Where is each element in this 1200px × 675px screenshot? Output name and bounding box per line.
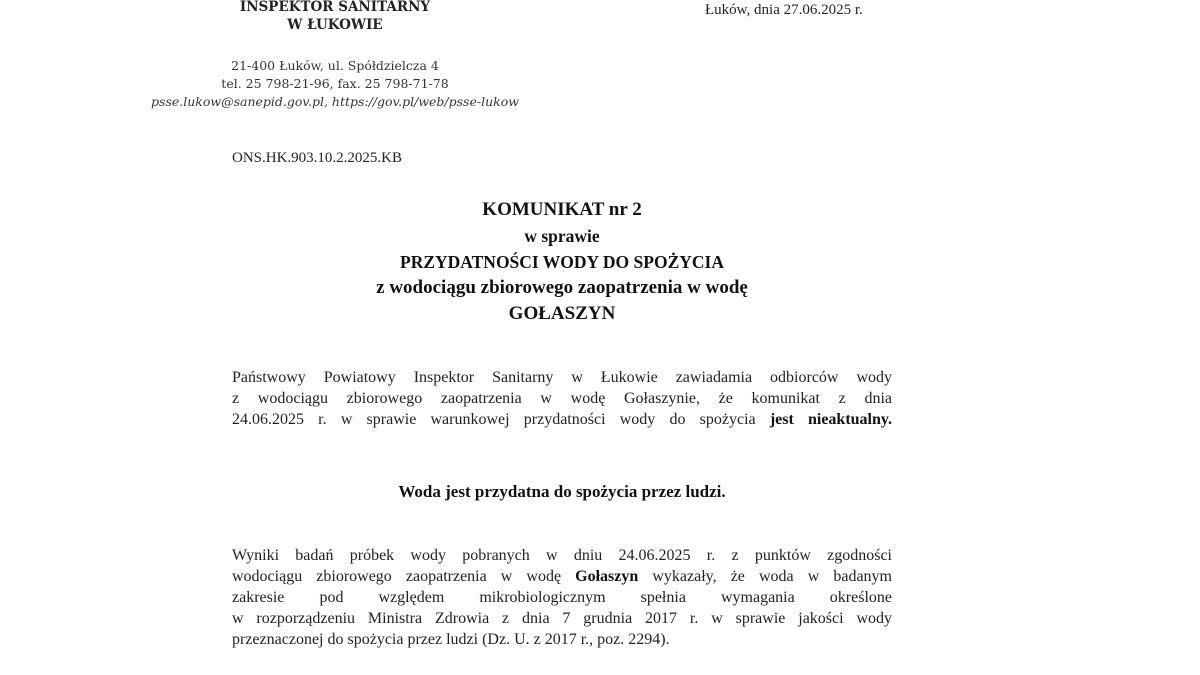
results-line-2-end: wykazały, że woda w badanym bbox=[638, 568, 892, 585]
notice-paragraph bbox=[232, 367, 892, 430]
issuer-address bbox=[150, 57, 520, 111]
phone-fax: tel. 25 798-21-96, fax. 25 798-71-78 bbox=[221, 76, 449, 91]
email-website: psse.lukow@sanepid.gov.pl, https://gov.pl/web/psse-lukow bbox=[151, 94, 519, 109]
results-line-2-start: wodociągu zbiorowego zaopatrzenia w wodę bbox=[232, 568, 576, 585]
notice-line-1: Państwowy Powiatowy Inspektor Sanitarny w Łukowie zawiadamia odbiorców wody bbox=[232, 369, 892, 386]
results-line-5: przeznaczonej do spożycia przez ludzi (Dz. U. z 2017 r., poz. 2294). bbox=[232, 631, 670, 648]
document-date: Łuków, dnia 27.06.2025 r. bbox=[705, 2, 863, 18]
results-line-3: zakresie pod względem mikrobiologicznym spełnia wymagania określone bbox=[232, 589, 892, 606]
title-line-4: z wodociągu zbiorowego zaopatrzenia w wodę bbox=[376, 277, 748, 298]
issuer-name-line-2: W ŁUKOWIE bbox=[287, 17, 383, 33]
postal-address: 21-400 Łuków, ul. Spółdzielcza 4 bbox=[231, 58, 439, 73]
reference-number: ONS.HK.903.10.2.2025.KB bbox=[232, 150, 403, 166]
title-line-3: PRZYDATNOŚCI WODY DO SPOŻYCIA bbox=[400, 252, 724, 272]
results-paragraph bbox=[232, 545, 892, 650]
document-title bbox=[232, 197, 892, 327]
issuer-name bbox=[150, 0, 520, 34]
results-line-4: w rozporządzeniu Ministra Zdrowia z dnia 7 grudnia 2017 r. w sprawie jakości wody bbox=[232, 610, 892, 627]
notice-line-3-bold: jest nieaktualny. bbox=[769, 411, 893, 428]
title-line-1: KOMUNIKAT nr 2 bbox=[482, 199, 642, 220]
notice-line-2: z wodociągu zbiorowego zaopatrzenia w wodę Gołaszynie, że komunikat z dnia bbox=[232, 390, 892, 407]
results-line-2 bbox=[232, 566, 892, 587]
issuer-name-line-1: INSPEKTOR SANITARNY bbox=[239, 0, 431, 15]
notice-line-3-text: 24.06.2025 r. w sprawie warunkowej przydatności wody do spożycia bbox=[232, 411, 770, 428]
results-line-2-bold: Gołaszyn bbox=[575, 568, 639, 585]
issuer-header bbox=[150, 0, 520, 111]
title-line-5: GOŁASZYN bbox=[508, 303, 616, 324]
title-line-2: w sprawie bbox=[524, 226, 600, 246]
water-fit-statement: Woda jest przydatna do spożycia przez ludzi. bbox=[398, 482, 726, 501]
notice-line-3 bbox=[232, 409, 892, 430]
results-line-1: Wyniki badań próbek wody pobranych w dniu 24.06.2025 r. z punktów zgodności bbox=[232, 547, 892, 564]
